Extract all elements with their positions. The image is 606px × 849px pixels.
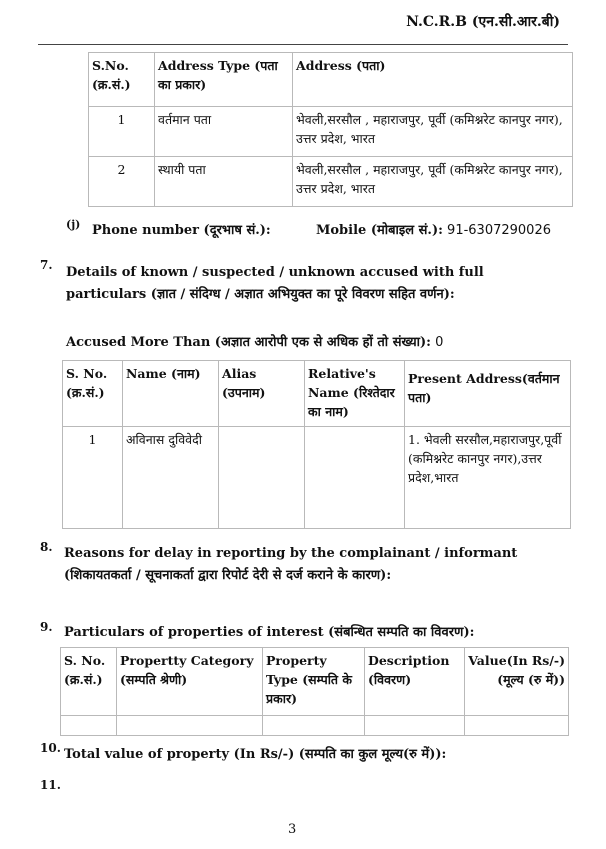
column-header: Description (विवरण) bbox=[365, 648, 465, 716]
cell-alias bbox=[219, 427, 305, 529]
section-10-title: Total value of property (In Rs/-) (सम्पति का कुल मूल्य(रु में)): bbox=[64, 747, 447, 762]
section-7-number: 7. bbox=[40, 258, 53, 272]
column-header: S. No. (क्र.सं.) bbox=[63, 361, 123, 427]
cell-sno: 2 bbox=[89, 157, 155, 207]
cell-present-address: 1. भेवली सरसौल,महाराजपुर,पूर्वी (कमिश्नरेट कानपुर नगर),उत्तर प्रदेश,भारत bbox=[405, 427, 571, 529]
column-header: Value(In Rs/-) (मूल्य (रु में)) bbox=[465, 648, 569, 716]
cell-address-type: स्थायी पता bbox=[155, 157, 293, 207]
empty-cell bbox=[465, 716, 569, 736]
section-11-number: 11. bbox=[40, 778, 61, 792]
empty-cell bbox=[117, 716, 263, 736]
mobile-label: Mobile (मोबाइल सं.): bbox=[316, 223, 443, 238]
section-9-title: Particulars of properties of interest (संबन्धित सम्पति का विवरण): bbox=[64, 625, 475, 640]
section-10-number: 10. bbox=[40, 741, 61, 755]
property-table bbox=[60, 647, 569, 736]
cell-sno: 1 bbox=[63, 427, 123, 529]
page-header: N.C.R.B (एन.सी.आर.बी) bbox=[406, 14, 560, 30]
column-header: S.No. (क्र.सं.) bbox=[89, 53, 155, 107]
cell-name: अविनास दुविवेदी bbox=[123, 427, 219, 529]
section-7-title: Details of known / suspected / unknown accused with full particulars (ज्ञात / संदिग्ध / अज्ञात अभियुक्त का पूरे विवरण सहित वर्णन): bbox=[66, 265, 484, 302]
column-header: Relative's Name (रिश्तेदार का नाम) bbox=[305, 361, 405, 427]
mobile-value: 91-6307290026 bbox=[447, 223, 551, 238]
column-header: Propertty Category (सम्पति श्रेणी) bbox=[117, 648, 263, 716]
column-header: Property Type (सम्पति के प्रकार) bbox=[263, 648, 365, 716]
cell-address-type: वर्तमान पता bbox=[155, 107, 293, 157]
table-row bbox=[63, 427, 571, 529]
accused-more-value: 0 bbox=[435, 335, 444, 350]
page-number: 3 bbox=[288, 822, 297, 837]
section-9-number: 9. bbox=[40, 620, 53, 634]
section-8-number: 8. bbox=[40, 540, 53, 554]
cell-sno: 1 bbox=[89, 107, 155, 157]
address-table bbox=[88, 52, 573, 207]
empty-cell bbox=[263, 716, 365, 736]
section-8-title: Reasons for delay in reporting by the complainant / informant (शिकायतकर्ता / सूचनाकर्ता द्वारा रिपोर्ट देरी से दर्ज कराने के कारण): bbox=[64, 546, 518, 583]
column-header: Address (पता) bbox=[293, 53, 573, 107]
table-row bbox=[89, 157, 573, 207]
phone-label: Phone number (दूरभाष सं.): bbox=[92, 223, 271, 238]
table-row bbox=[89, 107, 573, 157]
table-row bbox=[61, 716, 569, 736]
accused-more-row bbox=[66, 333, 443, 353]
cell-address: भेवली,सरसौल , महाराजपुर, पूर्वी (कमिश्नरेट कानपुर नगर), उत्तर प्रदेश, भारत bbox=[293, 157, 573, 207]
phone-marker: (j) bbox=[66, 218, 81, 231]
column-header: Address Type (पता का प्रकार) bbox=[155, 53, 293, 107]
empty-cell bbox=[365, 716, 465, 736]
accused-more-label: Accused More Than (अज्ञात आरोपी एक से अधिक हों तो संख्या): bbox=[66, 335, 431, 350]
empty-cell bbox=[61, 716, 117, 736]
table-header-row bbox=[61, 648, 569, 716]
column-header: Alias (उपनाम) bbox=[219, 361, 305, 427]
column-header: Present Address(वर्तमान पता) bbox=[405, 361, 571, 427]
mobile-row bbox=[316, 220, 551, 242]
table-header-row bbox=[89, 53, 573, 107]
cell-address: भेवली,सरसौल , महाराजपुर, पूर्वी (कमिश्नरेट कानपुर नगर), उत्तर प्रदेश, भारत bbox=[293, 107, 573, 157]
accused-table bbox=[62, 360, 571, 529]
column-header: S. No. (क्र.सं.) bbox=[61, 648, 117, 716]
cell-relative bbox=[305, 427, 405, 529]
column-header: Name (नाम) bbox=[123, 361, 219, 427]
table-header-row bbox=[63, 361, 571, 427]
header-divider bbox=[38, 44, 568, 45]
